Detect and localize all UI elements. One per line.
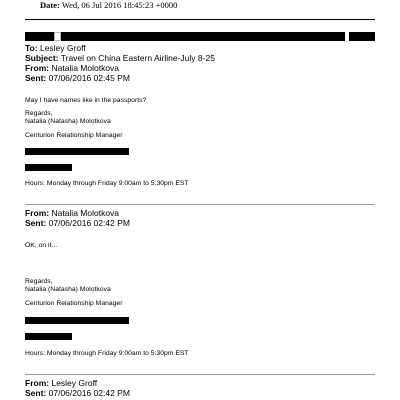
message-1-body: May I have names like in the passports? bbox=[25, 97, 147, 104]
message-1-regards: Regards, bbox=[25, 110, 53, 117]
sent-label: Sent: bbox=[25, 218, 47, 228]
from-value: Natalia Molotkova bbox=[51, 208, 120, 218]
message-separator bbox=[25, 204, 375, 205]
redaction-bar bbox=[349, 32, 375, 41]
from-label: From: bbox=[25, 63, 50, 73]
message-2-header bbox=[25, 208, 130, 228]
redaction-bar bbox=[25, 333, 72, 340]
message-1-header bbox=[25, 43, 215, 83]
sent-value: 07/06/2016 02:42 PM bbox=[48, 218, 130, 228]
message-2-hours: Hours: Monday through Friday 9:00am to 5:30pm EST bbox=[25, 350, 189, 357]
subject-value: Travel on China Eastern Airline-July 8-25 bbox=[60, 53, 215, 63]
from-value: Natalia Molotkova bbox=[51, 63, 120, 73]
redaction-bar bbox=[25, 148, 129, 155]
subject-label: Subject: bbox=[25, 53, 59, 63]
message-2-signature-title: Centurion Relationship Manager bbox=[25, 300, 123, 307]
message-1-signature-name: Natalia (Natasha) Molotkova bbox=[25, 118, 111, 125]
date-label: Date: bbox=[40, 0, 60, 10]
redaction-bar bbox=[25, 32, 345, 41]
sent-value: 07/06/2016 02:42 PM bbox=[48, 388, 130, 398]
from-label: From: bbox=[25, 208, 50, 218]
message-1-signature-title: Centurion Relationship Manager bbox=[25, 132, 123, 139]
message-1-hours: Hours: Monday through Friday 9:00am to 5:30pm EST bbox=[25, 180, 189, 187]
broken-image-icon bbox=[54, 32, 61, 41]
redaction-bar bbox=[25, 164, 72, 171]
header-rule bbox=[25, 19, 375, 20]
message-3-header bbox=[25, 378, 130, 398]
message-2-signature-name: Natalia (Natasha) Molotkova bbox=[25, 286, 111, 293]
message-2-regards: Regards, bbox=[25, 278, 53, 285]
message-separator bbox=[25, 374, 375, 375]
header-date bbox=[40, 0, 177, 10]
sent-label: Sent: bbox=[25, 388, 47, 398]
date-value: Wed, 06 Jul 2016 18:45:23 +0000 bbox=[61, 0, 178, 10]
to-value: Lesley Groff bbox=[39, 43, 86, 53]
sent-label: Sent: bbox=[25, 73, 47, 83]
from-value: Lesley Groff bbox=[51, 378, 98, 388]
to-label: To: bbox=[25, 43, 38, 53]
message-2-body: OK, on it... bbox=[25, 242, 58, 249]
sent-value: 07/06/2016 02:45 PM bbox=[48, 73, 130, 83]
redaction-bar bbox=[25, 317, 129, 324]
from-label: From: bbox=[25, 378, 50, 388]
